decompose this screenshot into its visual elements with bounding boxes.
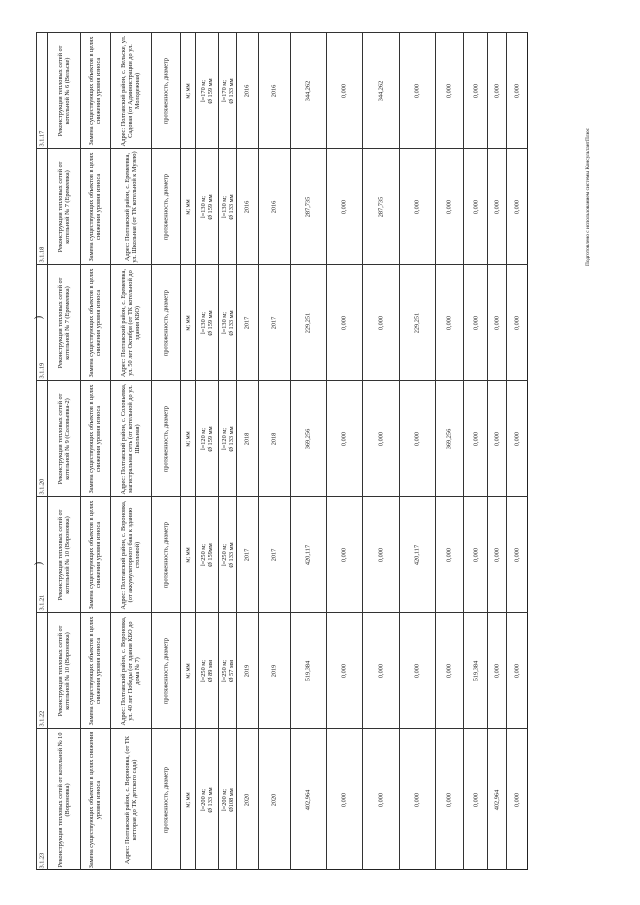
cost-2019-text: 0,000	[472, 792, 480, 807]
year-end	[258, 728, 291, 870]
cost-2019-text: 519,384	[472, 660, 480, 681]
project-address	[110, 612, 151, 728]
cost-2020-text: 402,964	[493, 789, 501, 810]
after-value-text: l=120 м; Ø 133 мм	[220, 425, 235, 452]
project-address-text: Адрес: Полтавский район, с. Еремеевка, ул. 50 лет Октября (от ТК котельной до здания КБО)	[119, 268, 142, 377]
year-end-text: 2019	[270, 664, 278, 677]
cost-total-text: 287,735	[304, 196, 312, 217]
project-address	[110, 380, 151, 496]
before-value	[195, 728, 218, 870]
cost-2019	[463, 496, 487, 612]
unit	[180, 496, 195, 612]
cost-2021	[506, 728, 528, 870]
year-start-text: 2019	[243, 664, 251, 677]
before-value-text: l=250 м; Ø 89 мм	[200, 659, 215, 682]
unit-text: м; мм	[184, 430, 192, 447]
row-number	[36, 264, 47, 380]
cost-2019-text: 0,000	[472, 199, 480, 214]
cost-2015	[326, 496, 363, 612]
before-value	[195, 148, 218, 264]
project-address	[110, 32, 151, 148]
cost-2017-text: 0,000	[413, 663, 421, 678]
cost-2019	[463, 728, 487, 870]
cost-2017	[399, 728, 435, 870]
year-end-text: 2020	[270, 793, 278, 806]
cost-2016	[362, 496, 398, 612]
cost-2016-text: 0,000	[377, 792, 385, 807]
cost-2020	[487, 148, 506, 264]
year-end	[258, 380, 291, 496]
after-value	[218, 32, 236, 148]
cost-total-text: 229,251	[304, 312, 312, 333]
year-start	[236, 264, 257, 380]
cost-2021-text: 0,000	[513, 663, 521, 678]
year-start-text: 2020	[243, 793, 251, 806]
project-address	[110, 728, 151, 870]
parameter-text: протяженность, диаметр	[162, 405, 170, 472]
project-name	[47, 612, 80, 728]
cost-2018-text: 0,000	[445, 315, 453, 330]
cost-2020	[487, 380, 506, 496]
cost-2021-text: 0,000	[513, 199, 521, 214]
year-start	[236, 32, 257, 148]
row-number-text: 3.1.17	[38, 130, 46, 147]
row-number	[36, 380, 47, 496]
consultant-watermark	[582, 22, 594, 372]
cost-2017-text: 420,117	[413, 544, 421, 565]
parameter	[151, 728, 180, 870]
cost-2019-text: 0,000	[472, 431, 480, 446]
cost-2020	[487, 264, 506, 380]
cost-2021	[506, 32, 528, 148]
cost-2017	[399, 264, 435, 380]
year-start	[236, 612, 257, 728]
cost-2019	[463, 148, 487, 264]
cost-2017	[399, 496, 435, 612]
cost-2017-text: 0,000	[413, 83, 421, 98]
cost-2021-text: 0,000	[513, 431, 521, 446]
cost-2021	[506, 264, 528, 380]
cost-2015	[326, 32, 363, 148]
year-end-text: 2016	[270, 84, 278, 97]
cost-total-text: 344,262	[304, 80, 312, 101]
cost-2020	[487, 728, 506, 870]
cost-total	[290, 264, 325, 380]
cost-2016	[362, 380, 398, 496]
cost-2018	[435, 264, 463, 380]
work-type	[80, 728, 109, 870]
cost-2015-text: 0,000	[340, 315, 348, 330]
project-address-text: Адрес: Полтавский район, с. Соловьевка, магистральная сеть (от котельной до ул. Школьная)	[119, 383, 142, 494]
project-name	[47, 380, 80, 496]
year-start-text: 2017	[243, 316, 251, 329]
before-value	[195, 380, 218, 496]
before-value	[195, 264, 218, 380]
cost-2015-text: 0,000	[340, 83, 348, 98]
after-value-text: l=130 м; Ø 133 мм	[220, 193, 235, 220]
before-value-text: l=250 м; Ø 159мм	[200, 542, 215, 567]
cost-2021-text: 0,000	[513, 792, 521, 807]
cost-2016-text: 0,000	[377, 431, 385, 446]
cost-2021	[506, 380, 528, 496]
cost-2021-text: 0,000	[513, 547, 521, 562]
cost-2019-text: 0,000	[472, 83, 480, 98]
year-start	[236, 728, 257, 870]
row-number-text: 3.1.22	[38, 710, 46, 727]
row-number	[36, 148, 47, 264]
cost-2015-text: 0,000	[340, 431, 348, 446]
cost-2018	[435, 380, 463, 496]
row-number-text: 3.1.19	[38, 362, 46, 379]
cost-2018-text: 0,000	[445, 83, 453, 98]
cost-total-text: 420,117	[304, 544, 312, 565]
unit-text: м; мм	[184, 198, 192, 215]
project-address-text: Адрес: Полтавский район, с. Еремеевка, ул. Школьная (от ТК котельной к Музею)	[123, 150, 138, 263]
project-name	[47, 264, 80, 380]
cost-2018	[435, 728, 463, 870]
parameter-text: протяженность, диаметр	[162, 521, 170, 588]
cost-2016	[362, 148, 398, 264]
sidenote-text: Подготовлено с использованием системы КонсультантПлюс	[585, 127, 591, 267]
cost-2017-text: 0,000	[413, 792, 421, 807]
year-end-text: 2017	[270, 548, 278, 561]
parameter	[151, 32, 180, 148]
work-type-text: Замена существующих объектов в целях снижения уровня износа	[88, 731, 103, 868]
year-start-text: 2016	[243, 200, 251, 213]
cost-2017-text: 0,000	[413, 431, 421, 446]
cost-2015-text: 0,000	[340, 792, 348, 807]
project-address	[110, 264, 151, 380]
work-type	[80, 264, 109, 380]
project-name-text: Реконструкция тепловых сетей от котельной № 7 (Еремеевка)	[56, 161, 72, 252]
after-value-text: l=250 м; Ø 57 мм	[220, 659, 235, 682]
work-type	[80, 380, 109, 496]
after-value	[218, 264, 236, 380]
cost-2019-text: 0,000	[472, 315, 480, 330]
work-type-text: Замена существующих объектов в целях снижения уровня износа	[88, 500, 103, 609]
cost-total	[290, 380, 325, 496]
unit	[180, 148, 195, 264]
unit-text: м; мм	[184, 314, 192, 331]
year-end-text: 2018	[270, 432, 278, 445]
cost-2018-text: 369,256	[445, 428, 453, 449]
cost-2021	[506, 612, 528, 728]
cost-total	[290, 496, 325, 612]
year-start	[236, 496, 257, 612]
cost-2018	[435, 496, 463, 612]
cost-2019	[463, 380, 487, 496]
cost-2017	[399, 380, 435, 496]
cost-2020	[487, 496, 506, 612]
row-number-text: 3.1.23	[38, 852, 46, 869]
row-number	[36, 32, 47, 148]
cost-2016	[362, 264, 398, 380]
project-address-text: Адрес: Полтавский район, с. Вельске, ул. Садовая (от Администрации до ул. Молодежная)	[119, 35, 142, 146]
after-value	[218, 148, 236, 264]
project-name	[47, 496, 80, 612]
cost-2021-text: 0,000	[513, 83, 521, 98]
unit-text: м; мм	[184, 791, 192, 808]
year-start-text: 2018	[243, 432, 251, 445]
project-address-text: Адрес: Полтавский район, с. Вороновка, (от аккумуляторного бака к зданию столовой)	[119, 500, 142, 609]
scan-mark-lower: )	[32, 561, 45, 566]
cost-2019-text: 0,000	[472, 547, 480, 562]
cost-2018	[435, 32, 463, 148]
cost-2020-text: 0,000	[493, 547, 501, 562]
cost-2016-text: 0,000	[377, 315, 385, 330]
project-name-text: Реконструкция тепловых сетей от котельной № 10 (Вороновка)	[56, 732, 72, 867]
unit	[180, 728, 195, 870]
row-number	[36, 612, 47, 728]
cost-2016	[362, 728, 398, 870]
project-name-text: Реконструкция тепловых сетей от котельной № 10 (Вороновка)	[56, 625, 72, 716]
unit-text: м; мм	[184, 546, 192, 563]
project-name-text: Реконструкция тепловых сетей от котельной № 6 (Вельске)	[56, 45, 72, 136]
cost-2021	[506, 496, 528, 612]
unit	[180, 612, 195, 728]
after-value	[218, 728, 236, 870]
unit	[180, 380, 195, 496]
unit	[180, 264, 195, 380]
cost-2015	[326, 264, 363, 380]
after-value	[218, 496, 236, 612]
year-start	[236, 148, 257, 264]
cost-2018-text: 0,000	[445, 663, 453, 678]
parameter-text: протяженность, диаметр	[162, 57, 170, 124]
cost-2016-text: 287,735	[377, 196, 385, 217]
cost-2015	[326, 380, 363, 496]
scan-mark-upper: )	[32, 315, 45, 320]
cost-2015-text: 0,000	[340, 547, 348, 562]
project-name	[47, 32, 80, 148]
year-end-text: 2017	[270, 316, 278, 329]
cost-2015	[326, 612, 363, 728]
project-address-text: Адрес: Полтавский район, с. Вороновка, ул. 40 лет Победы (от здания КБО до дома № 7)	[119, 616, 142, 725]
year-start-text: 2017	[243, 548, 251, 561]
cost-2020-text: 0,000	[493, 199, 501, 214]
cost-2020	[487, 612, 506, 728]
after-value-text: l=250 м; Ø 133 мм	[220, 541, 235, 568]
cost-2016-text: 0,000	[377, 547, 385, 562]
project-name	[47, 148, 80, 264]
project-name-text: Реконструкция тепловых сетей от котельной № 9 (Соловьевка-2)	[56, 393, 72, 484]
cost-2018-text: 0,000	[445, 792, 453, 807]
cost-2015-text: 0,000	[340, 663, 348, 678]
unit	[180, 32, 195, 148]
unit-text: м; мм	[184, 82, 192, 99]
after-value-text: l=170 м; Ø 133 мм	[220, 77, 235, 104]
year-start	[236, 380, 257, 496]
cost-2018	[435, 148, 463, 264]
cost-total	[290, 148, 325, 264]
parameter-text: протяженность, диаметр	[162, 637, 170, 704]
cost-2015	[326, 728, 363, 870]
parameter	[151, 612, 180, 728]
unit-text: м; мм	[184, 662, 192, 679]
work-type	[80, 148, 109, 264]
after-value-text: l=130 м; Ø 133 мм	[220, 309, 235, 336]
year-end-text: 2016	[270, 200, 278, 213]
cost-total	[290, 32, 325, 148]
cost-2019	[463, 32, 487, 148]
cost-2017	[399, 148, 435, 264]
before-value	[195, 612, 218, 728]
year-end	[258, 496, 291, 612]
year-end	[258, 612, 291, 728]
before-value	[195, 32, 218, 148]
work-type-text: Замена существующих объектов в целях снижения уровня износа	[88, 616, 103, 725]
cost-2015-text: 0,000	[340, 199, 348, 214]
row-number-text: 3.1.18	[38, 246, 46, 263]
work-type-text: Замена существующих объектов в целях снижения уровня износа	[88, 384, 103, 493]
cost-2015	[326, 148, 363, 264]
cost-total-text: 402,964	[304, 789, 312, 810]
row-number	[36, 496, 47, 612]
cost-total-text: 519,384	[304, 660, 312, 681]
cost-2020-text: 0,000	[493, 663, 501, 678]
cost-2021	[506, 148, 528, 264]
cost-2020-text: 0,000	[493, 83, 501, 98]
cost-2019	[463, 612, 487, 728]
cost-2021-text: 0,000	[513, 315, 521, 330]
year-end	[258, 32, 291, 148]
cost-2018	[435, 612, 463, 728]
before-value-text: l=170 м; Ø 159 мм	[200, 77, 215, 104]
cost-2017	[399, 612, 435, 728]
work-type-text: Замена существующих объектов в целях снижения уровня износа	[88, 36, 103, 145]
parameter-text: протяженность, диаметр	[162, 173, 170, 240]
cost-2016-text: 0,000	[377, 663, 385, 678]
project-name-text: Реконструкция тепловых сетей от котельной № 7 (Еремеевка)	[56, 277, 72, 368]
project-address	[110, 148, 151, 264]
cost-2016	[362, 32, 398, 148]
row-number	[36, 728, 47, 870]
cost-total-text: 369,256	[304, 428, 312, 449]
cost-2019	[463, 264, 487, 380]
before-value-text: l=200 м; Ø 133 мм	[200, 786, 215, 813]
before-value-text: l=130 м; Ø 159 мм	[200, 309, 215, 336]
cost-2017-text: 229,251	[413, 312, 421, 333]
cost-2018-text: 0,000	[445, 199, 453, 214]
project-name	[47, 728, 80, 870]
project-name-text: Реконструкция тепловых сетей от котельной № 10 (Вороновка)	[56, 509, 72, 600]
work-type-text: Замена существующих объектов в целях снижения уровня износа	[88, 152, 103, 261]
work-type-text: Замена существующих объектов в целях снижения уровня износа	[88, 268, 103, 377]
work-type	[80, 612, 109, 728]
after-value	[218, 380, 236, 496]
parameter-text: протяженность, диаметр	[162, 289, 170, 356]
parameter	[151, 148, 180, 264]
parameter	[151, 496, 180, 612]
after-value	[218, 612, 236, 728]
cost-total	[290, 612, 325, 728]
cost-total	[290, 728, 325, 870]
cost-2016	[362, 612, 398, 728]
project-address	[110, 496, 151, 612]
before-value-text: l=120 м; Ø 159 мм	[200, 425, 215, 452]
before-value	[195, 496, 218, 612]
year-end	[258, 148, 291, 264]
after-value-text: l=200 м; Ø108 мм	[220, 787, 235, 812]
project-address-text: Адрес: Полтавский район, с. Вороновка, (от ТК котторая до ТК детского сада)	[123, 735, 138, 864]
work-type	[80, 496, 109, 612]
parameter	[151, 380, 180, 496]
cost-2020-text: 0,000	[493, 431, 501, 446]
cost-2017-text: 0,000	[413, 199, 421, 214]
year-end	[258, 264, 291, 380]
cost-2016-text: 344,262	[377, 80, 385, 101]
row-number-text: 3.1.20	[38, 478, 46, 495]
parameter-text: протяженность, диаметр	[162, 766, 170, 833]
cost-2017	[399, 32, 435, 148]
year-start-text: 2016	[243, 84, 251, 97]
cost-2020	[487, 32, 506, 148]
work-type	[80, 32, 109, 148]
parameter	[151, 264, 180, 380]
before-value-text: l=130 м; Ø 159 мм	[200, 193, 215, 220]
row-number-text: 3.1.21	[38, 594, 46, 611]
cost-2018-text: 0,000	[445, 547, 453, 562]
cost-2020-text: 0,000	[493, 315, 501, 330]
